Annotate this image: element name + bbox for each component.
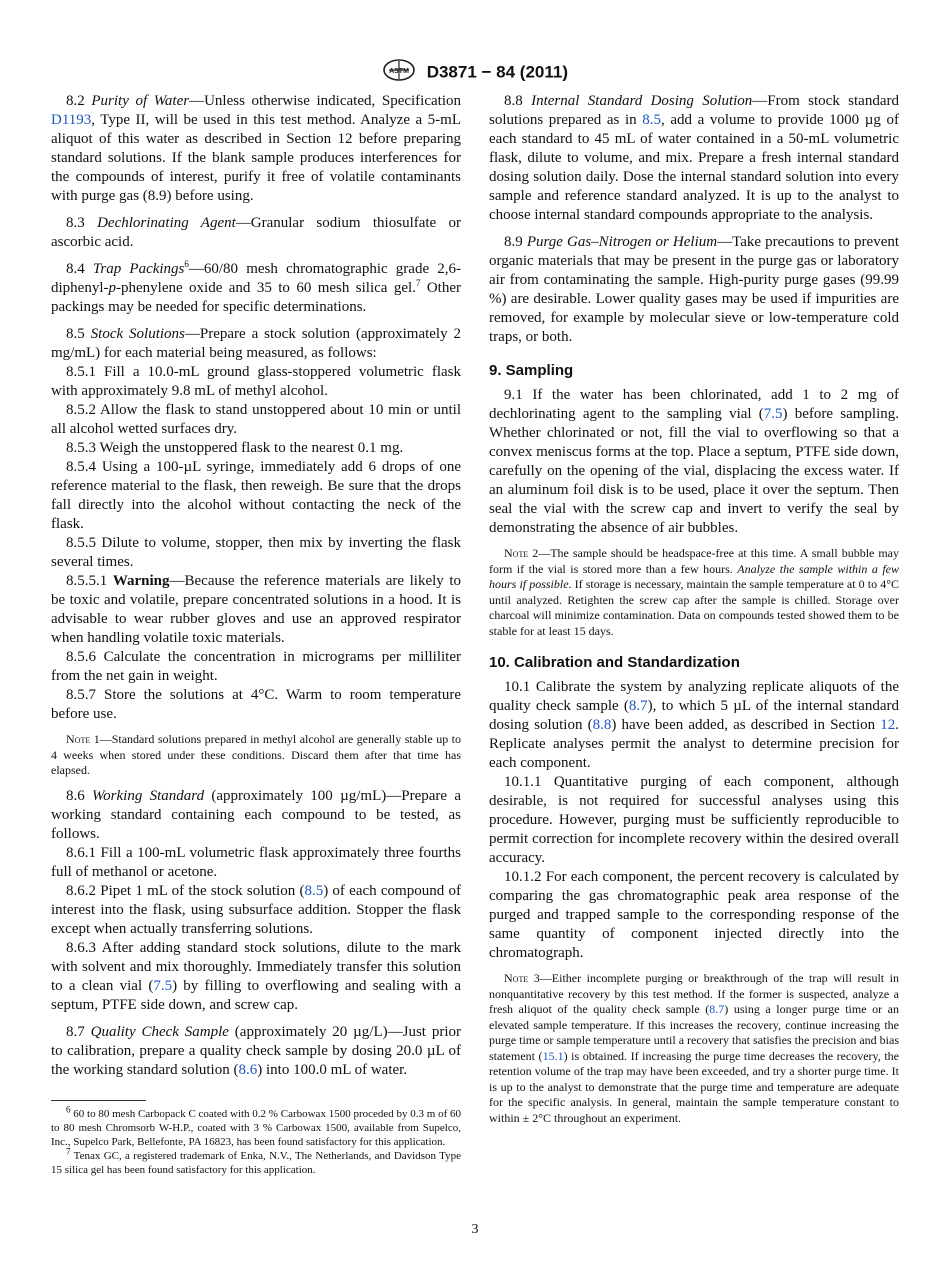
ref-link-8-5[interactable]: 8.5: [642, 112, 661, 128]
ref-link-8-6[interactable]: 8.6: [238, 1061, 258, 1078]
ref-link-7-5[interactable]: 7.5: [153, 977, 173, 994]
section-8-7: 8.7 Quality Check Sample (approximately 20 µg/L)—Just prior to calibration, prepare a quality check sample by dosing 20.0 µL of the working standard solution (8.6) into 100.0 mL of water.: [51, 1023, 461, 1078]
ref-link-8-7[interactable]: 8.7: [628, 698, 648, 714]
section-10-1-2: 10.1.2 For each component, the percent recovery is calculated by comparing the gas chromatographic peak area response of the purged and trapped sample to the corresponding response of the same quantity of component injected directly into the chromatograph.: [489, 869, 899, 961]
section-8-5-7: 8.5.7 Store the solutions at 4°C. Warm to room temperature before use.: [51, 687, 461, 722]
footnote-6: $^6$ 60 to 80 mesh Carbopack C coated with 0.2 % Carbowax 1500 proceded by 0.3 m of 60 to 80 mesh Chromsorb W-H.P., coated with 3 % Carbowax 1500, available from Supelco, Inc., Supelco Park, Bellefonte, PA 16823, has been found satisfactory for this application.: [51, 1103, 461, 1148]
ref-link-d1193[interactable]: D1193: [51, 112, 92, 128]
section-10-1: 10.1 Calibrate the system by analyzing replicate aliquots of the quality check sample (8.7), to which 5 µL of the internal standard dosing solution (8.8) have been added, as described in Section 12. Replicate analyses permit the analyst to determine precision for each component.: [489, 679, 899, 771]
ref-link-8-8[interactable]: 8.8: [592, 717, 612, 733]
note-1: Note 1—Standard solutions prepared in methyl alcohol are generally stable up to 4 weeks when stored under these conditions. Discard them after that time has elapsed.: [51, 732, 461, 777]
note-2: Note 2—The sample should be headspace-free at this time. A small bubble may form if the vial is stored more than a few hours. Analyze the sample within a few hours if possible. If storage is necessary, maintain the sample temperature at 0 to 4°C until analyzed. Retighten the screw cap after the sample is chilled. Storage over charcoal will minimize contamination. Data on compounds tested showed them to be stable for at least 15 days.: [489, 546, 900, 638]
section-heading-9: 9. Sampling: [489, 362, 574, 379]
section-8-5-4: 8.5.4 Using a 100-µL syringe, immediately add 6 drops of one reference material to the flask, then reweigh. Be sure that the drops fall directly into the alcohol without contacting the neck of the flask.: [51, 459, 461, 532]
section-8-8: 8.8 Internal Standard Dosing Solution—From stock standard solutions prepared as in 8.5, add a volume to provide 1000 µg of each standard to 45 mL of water contained in a 50-mL volumetric flask, dilute to volume, and mix. Prepare a fresh internal standard dosing solution daily. Dose the internal standard solution into every sample and reference standard analyzed. It is up to the analyst to choose internal standard compounds appropriate to the analysis.: [489, 93, 900, 223]
ref-link-12[interactable]: 12: [880, 717, 896, 733]
svg-text:ASTM: ASTM: [389, 68, 409, 75]
section-8-9: 8.9 Purge Gas–Nitrogen or Helium—Take precautions to prevent organic materials that may be present in the purge gas or laboratory air from contaminating the sample. High-purity purge gases (99.99 %) are desirable. Lower quality gases may be used if impurities are removed, for example by molecular sieve or low-temperature cold traps, or both.: [489, 234, 900, 345]
ref-link-15-1[interactable]: 15.1: [542, 1048, 564, 1063]
section-8-6: 8.6 Working Standard (approximately 100 µg/mL)—Prepare a working standard containing each compound to be tested, as follows.: [51, 787, 461, 842]
document-designation: D3871 − 84 (2011): [426, 62, 569, 82]
footnote-ref-7[interactable]: 7: [415, 278, 421, 288]
footnote-divider: [51, 1100, 146, 1101]
section-8-2: 8.2 Purity of Water—Unless otherwise indicated, Specification D1193, Type II, will be used in this test method. Analyze a 5-mL aliquot of this water as described in Section 12 before preparing standard solutions. If the blank sample produces interferences for the compounds of interest, purify it free of volatile contaminants with purge gas (8.9) before using.: [51, 93, 461, 204]
section-8-6-2: 8.6.2 Pipet 1 mL of the stock solution (8.5) of each compound of interest into the flask, using subsurface addition. Stopper the flask except when actually transferring solutions.: [51, 882, 461, 937]
section-10-1-1: 10.1.1 Quantitative purging of each component, although desirable, is not required for successful analyses using this procedure. However, purging must be sufficiently reproducible to permit correction for incomplete recovery within the desired overall accuracy.: [489, 774, 899, 866]
section-8-5-2: 8.5.2 Allow the flask to stand unstoppered about 10 min or until all alcohol wetted surfaces dry.: [51, 402, 461, 437]
footnote-ref-6[interactable]: 6: [184, 259, 189, 269]
right-column: [489, 92, 899, 1134]
section-8-6-3: 8.6.3 After adding standard stock solutions, dilute to the mark with solvent and mix thoroughly. Immediately transfer this solution to a clean vial (7.5) by filling to overflowing and sealing with a septum, PTFE side down, and screw cap.: [51, 939, 461, 1013]
section-8-4: 8.4 Trap Packings$^6$—60/80 mesh chromatographic grade 2,6-diphenyl-p-phenylene oxide and 35 to 60 mesh silica gel.$^7$ Other packings may be needed for specific determinations.: [51, 259, 461, 315]
section-8-5-5: 8.5.5 Dilute to volume, stopper, then mix by inverting the flask several times.: [51, 535, 461, 570]
footnote-7: $^7$ Tenax GC, a registered trademark of Enka, N.V., The Netherlands, and Davidson Type 15 silica gel has been found satisfactory for this application.: [51, 1145, 461, 1176]
section-8-5-6: 8.5.6 Calculate the concentration in micrograms per milliliter from the net gain in weight.: [51, 649, 461, 684]
section-8-5-3: 8.5.3 Weigh the unstoppered flask to the nearest 0.1 mg.: [66, 440, 404, 456]
ref-link-7-5[interactable]: 7.5: [763, 406, 783, 422]
section-8-3: 8.3 Dechlorinating Agent—Granular sodium thiosulfate or ascorbic acid.: [51, 215, 462, 250]
page-number: 3: [471, 1222, 479, 1237]
page-header: [0, 58, 950, 87]
section-8-5-5-1: 8.5.5.1 Warning—Because the reference materials are likely to be toxic and volatile, prepare concentrated solutions in a hood. It is advisable to wear rubber gloves and use an approved respirator when handling volatile toxic materials.: [51, 573, 462, 646]
section-heading-10: 10. Calibration and Standardization: [489, 654, 740, 671]
left-column: [51, 92, 461, 1177]
section-8-5: 8.5 Stock Solutions—Prepare a stock solution (approximately 2 mg/mL) for each material being measured, as follows:: [51, 326, 461, 361]
note-3: Note 3—Either incomplete purging or breakthrough of the trap will result in nonquantitative recovery by this test method. If the former is suspected, analyze a fresh aliquot of the quality check sample (8.7) using a longer purge time or an elevated sample temperature. If this increases the recovery, continue increasing the purge time or sample temperature until a recovery that satisfies the precision and bias statement (15.1) is obtained. If increasing the purge time decreases the recovery, the retention volume of the trap may have been exceeded, and try a shorter purge time. It is up to the analyst to demonstrate that the purge time and temperature are adequate for the specific analysis. In general, maintain the sample temperature constant to within ± 2°C throughout an experiment.: [489, 971, 900, 1125]
ref-link-8-5[interactable]: 8.5: [304, 882, 324, 899]
ref-link-8-7[interactable]: 8.7: [709, 1002, 725, 1016]
section-8-6-1: 8.6.1 Fill a 100-mL volumetric flask approximately three fourths full of methanol or acetone.: [51, 844, 461, 880]
section-8-5-1: 8.5.1 Fill a 10.0-mL ground glass-stoppered volumetric flask with approximately 9.8 mL of methyl alcohol.: [51, 364, 461, 399]
astm-logo-icon: [382, 58, 416, 87]
section-9-1: 9.1 If the water has been chlorinated, add 1 to 2 mg of dechlorinating agent to the sampling vial (7.5) before sampling. Whether chlorinated or not, fill the vial to overflowing so that a convex meniscus forms at the top. Place a septum, PTFE side down, carefully on the opening of the vial, displacing the excess water. If an aluminum foil disk is to be used, place it over the septum. Then seal the vial with the screw cap and invert to verify the seal by demonstrating the absence of air bubbles.: [489, 387, 899, 536]
